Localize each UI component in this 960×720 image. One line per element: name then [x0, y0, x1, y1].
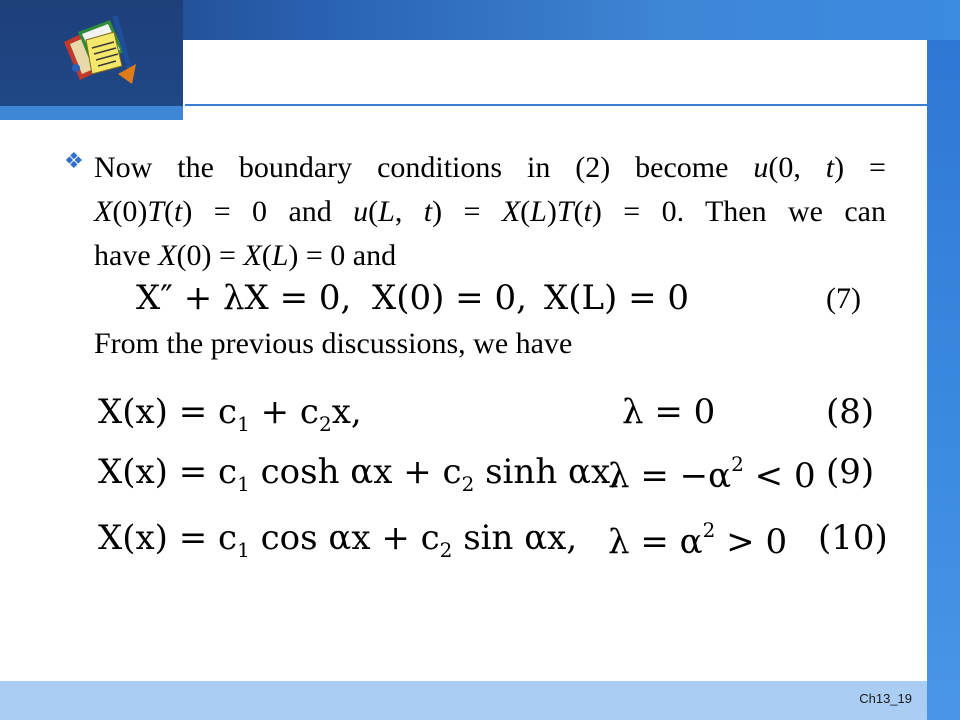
- equation-9-number: (9): [826, 452, 875, 492]
- text-line-1: Now the boundary conditions in (2) become u(0, t) =: [94, 151, 886, 184]
- equation-7-part-b: X(0) = 0,: [372, 278, 527, 318]
- equation-10-number: (10): [818, 518, 888, 558]
- corner-accent-strip: [0, 106, 183, 120]
- equation-8-condition: λ = 0: [622, 392, 716, 432]
- slide-number: Ch13_19: [859, 691, 912, 706]
- equation-10: $X(x) = c_1$ $\cos \alpha x + c_2$ sin αx,: [98, 518, 578, 562]
- footer-bar: [0, 681, 927, 720]
- text-line-3: have X(0) = X(L) = 0 and: [94, 239, 397, 272]
- title-underline: [185, 104, 927, 106]
- text-line-2: X(0)T(t) = 0 and u(L, t) = X(L)T(t) = 0. Then we can: [94, 195, 886, 228]
- diamond-bullet-icon: ❖: [64, 148, 84, 173]
- body-paragraph: [94, 146, 894, 366]
- right-side-bar: [927, 40, 960, 720]
- equation-7-number: (7): [826, 282, 861, 315]
- equation-8: $X(x) = c_1 + c_2x$,: [98, 392, 362, 436]
- equation-9-condition: $\lambda = -\alpha^2 < 0$: [608, 452, 816, 496]
- equation-9: $X(x) = c_1$ $\cosh \alpha x + c_2$ sinh αx,: [98, 452, 621, 496]
- equation-7-part-a: X″ + λX = 0,: [136, 278, 352, 318]
- title-area: [185, 40, 927, 104]
- text-line-5: From the previous discussions, we have: [94, 327, 573, 360]
- equation-10-condition: $\lambda = \alpha^2 > 0$: [608, 518, 788, 562]
- equation-7-part-c: X(L) = 0: [544, 278, 690, 318]
- notebook-clipboard-icon: [58, 14, 140, 96]
- equation-8-number: (8): [826, 392, 875, 432]
